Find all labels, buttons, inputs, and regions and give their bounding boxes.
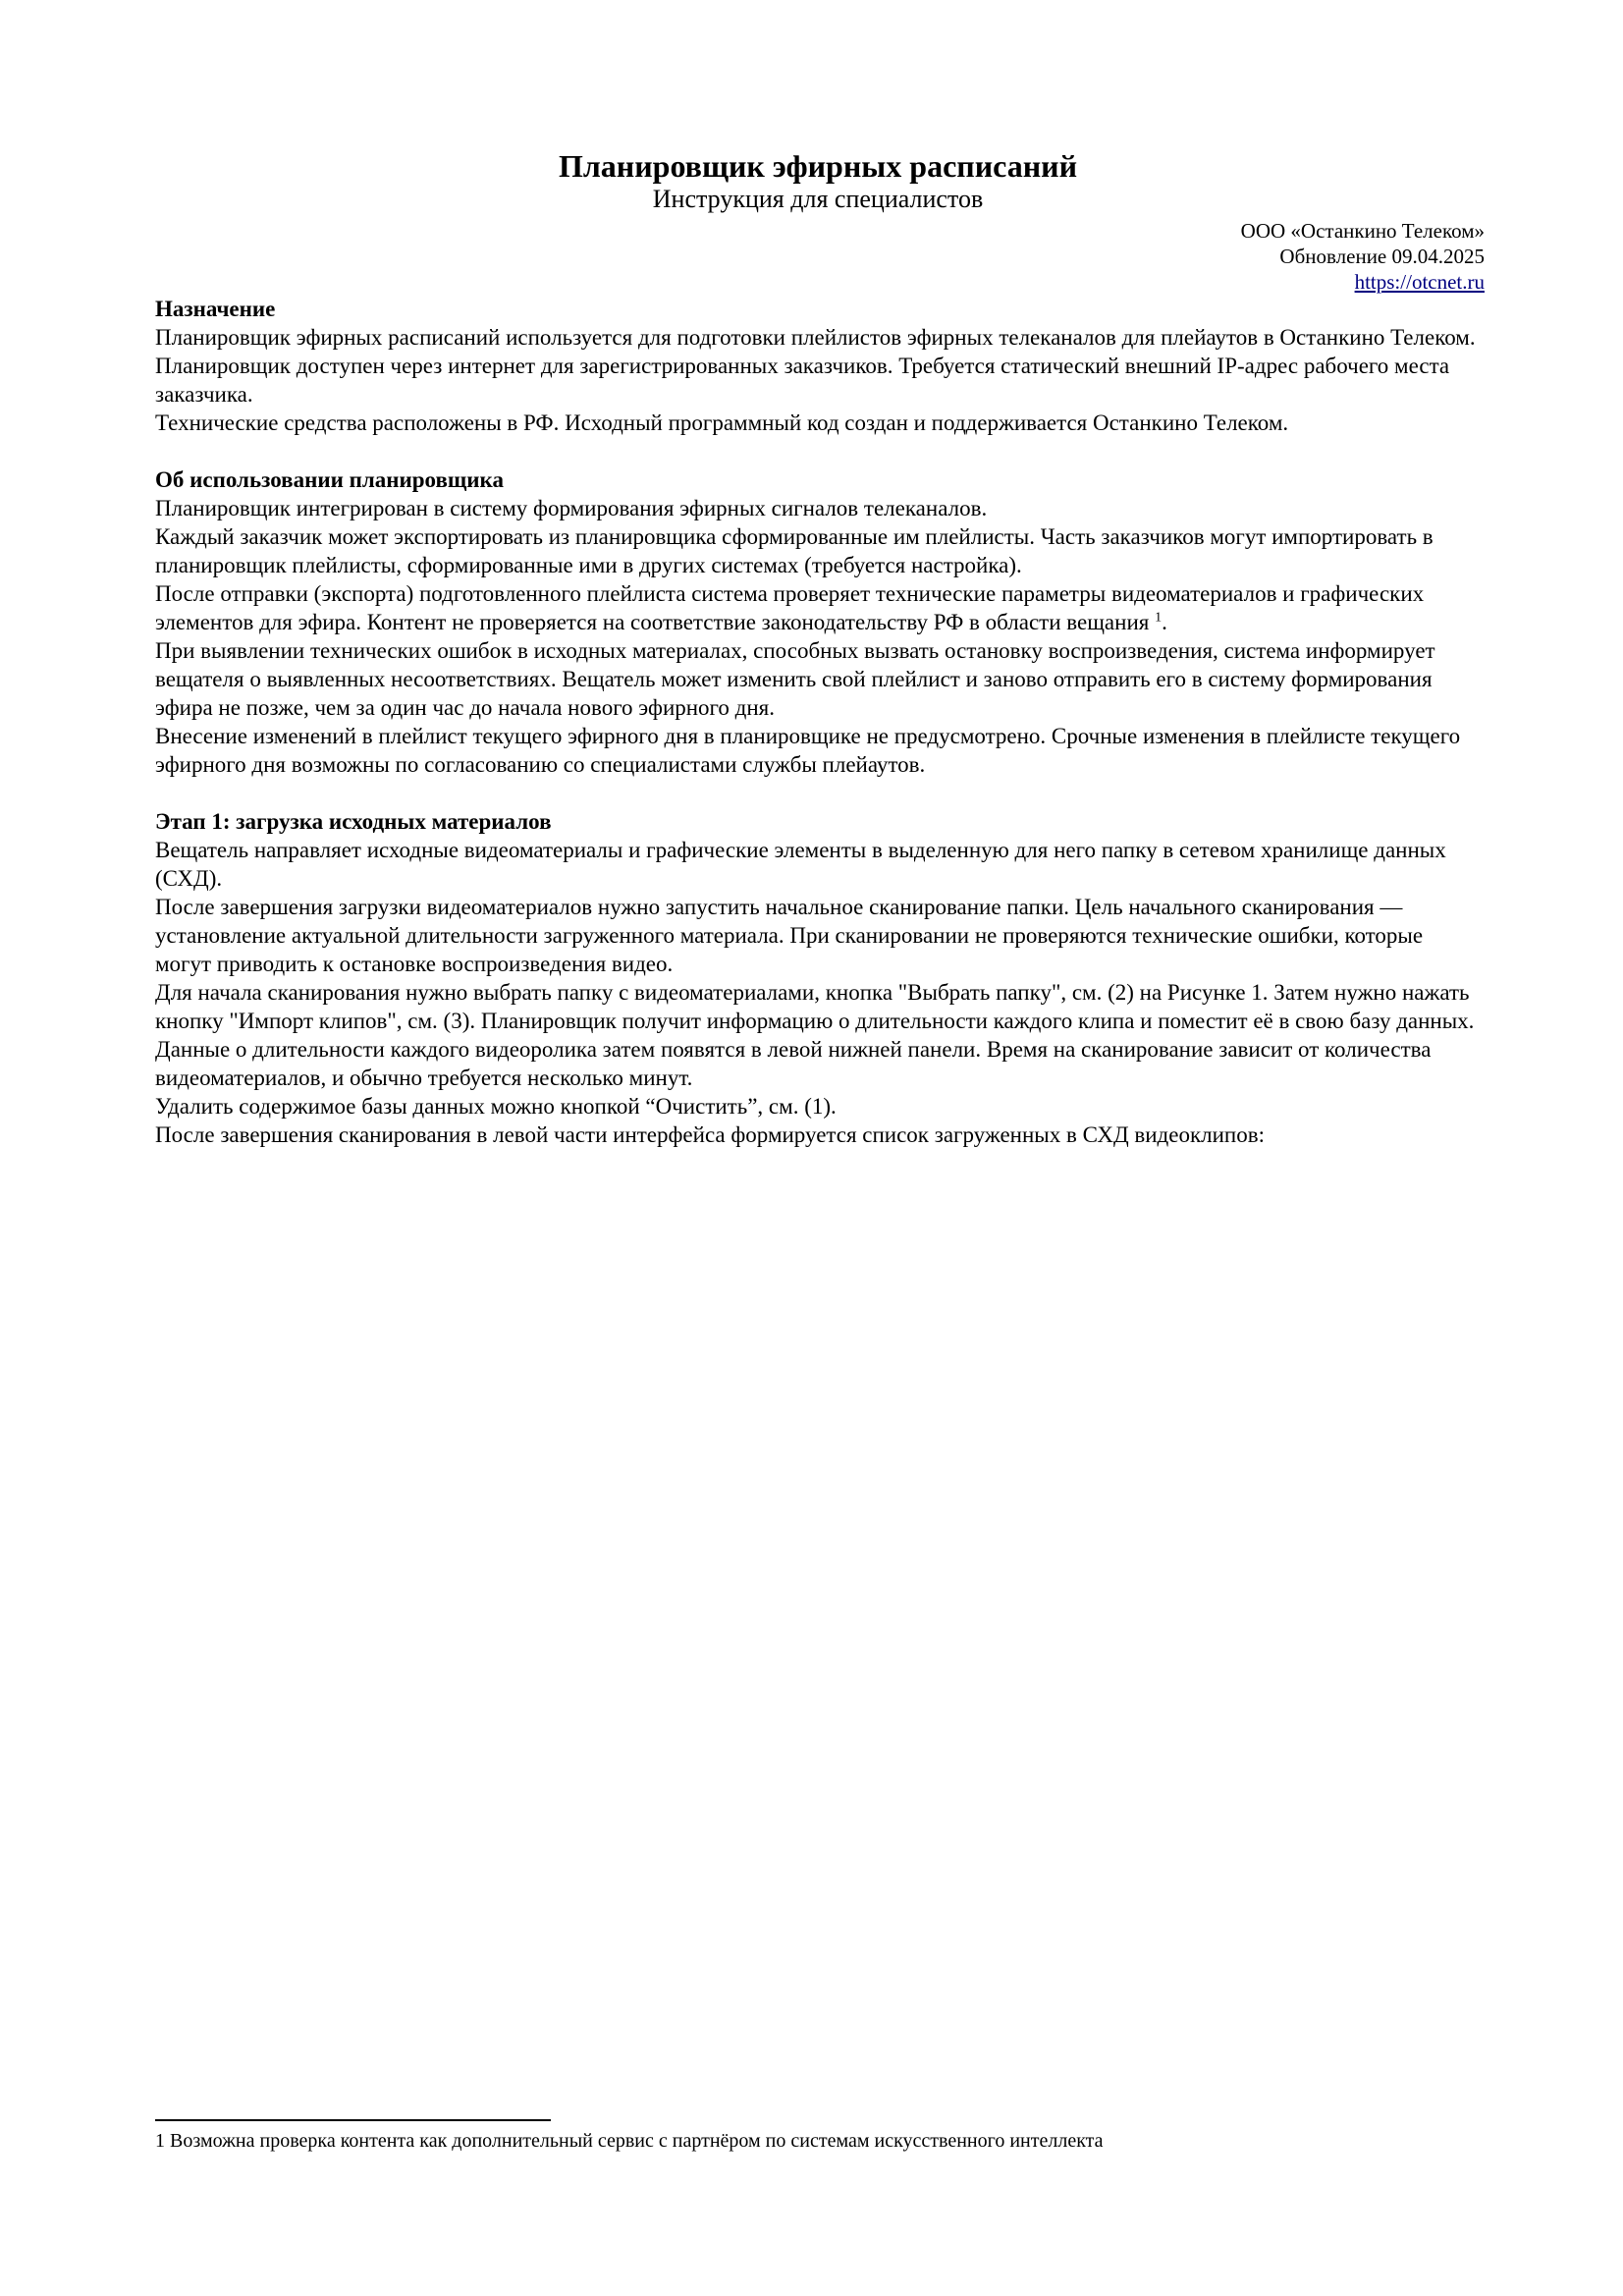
company-name: ООО «Останкино Телеком» [1240, 219, 1485, 243]
document-meta [155, 218, 1485, 295]
document-page [155, 147, 1485, 1149]
section-heading-purpose: Назначение [155, 297, 276, 321]
section-heading-usage: Об использовании планировщика [155, 467, 504, 492]
paragraph: Планировщик доступен через интернет для зарегистрированных заказчиков. Требуется статический внешний IP-адрес рабочего места заказчика. [155, 354, 1450, 407]
footnote-separator [155, 2119, 551, 2121]
paragraph: После завершения сканирования в левой части интерфейса формируется список загруженных в СХД видеоклипов: [155, 1122, 1265, 1147]
paragraph-text-end: . [1162, 610, 1167, 634]
paragraph: При выявлении технических ошибок в исходных материалах, способных вызвать остановку воспроизведения, система информирует вещателя о выявленных несоответствиях. Вещатель может изменить свой плейлист и заново отправить его в систему формирования эфира не позже, чем за один час до начала нового эфирного дня. [155, 638, 1435, 720]
website-link[interactable]: https://otcnet.ru [1354, 270, 1485, 294]
footnote: 1 Возможна проверка контента как дополнительный сервис с партнёром по системам искусственного интеллекта [155, 2130, 1104, 2152]
paragraph: Для начала сканирования нужно выбрать папку с видеоматериалами, кнопка "Выбрать папку", см. (2) на Рисунке 1. Затем нужно нажать кнопку "Импорт клипов", см. (3). Планировщик получит информацию о длительности каждого клипа и поместит её в свою базу данных. Данные о длительности каждого видеоролика затем появятся в левой нижней панели. Время на сканирование зависит от количества видеоматериалов, и обычно требуется несколько минут. [155, 980, 1475, 1090]
paragraph: Планировщик интегрирован в систему формирования эфирных сигналов телеканалов. [155, 496, 988, 520]
paragraph [155, 579, 1481, 636]
document-body [155, 295, 1481, 1149]
document-title: Планировщик эфирных расписаний [558, 148, 1078, 184]
paragraph: Каждый заказчик может экспортировать из планировщика сформированные им плейлисты. Часть заказчиков могут импортировать в планировщик плейлисты, сформированные ими в других системах (требуется настройка). [155, 524, 1434, 577]
paragraph: Внесение изменений в плейлист текущего эфирного дня в планировщике не предусмотрено. Срочные изменения в плейлисте текущего эфирного дня возможны по согласованию со специалистами службы плейаутов. [155, 724, 1461, 777]
paragraph: Вещатель направляет исходные видеоматериалы и графические элементы в выделенную для него папку в сетевом хранилище данных (СХД). [155, 838, 1446, 891]
section-heading-stage1: Этап 1: загрузка исходных материалов [155, 809, 552, 834]
document-subtitle: Инструкция для специалистов [652, 185, 984, 213]
paragraph: Технические средства расположены в РФ. Исходный программный код создан и поддерживается Останкино Телеком. [155, 410, 1289, 435]
paragraph: Планировщик эфирных расписаний используется для подготовки плейлистов эфирных телеканалов для плейаутов в Останкино Телеком. [155, 325, 1476, 350]
paragraph-text: После отправки (экспорта) подготовленного плейлиста система проверяет технические параметры видеоматериалов и графических элементов для эфира. Контент не проверяется на соответствие законодательству РФ в области вещания [155, 581, 1425, 634]
footnote-reference[interactable]: 1 [1155, 610, 1163, 626]
paragraph: Удалить содержимое базы данных можно кнопкой “Очистить”, см. (1). [155, 1094, 837, 1119]
update-date: Обновление 09.04.2025 [1279, 245, 1485, 268]
paragraph: После завершения загрузки видеоматериалов нужно запустить начальное сканирование папки. Цель начального сканирования — установление актуальной длительности загруженного материала. При сканировании не проверяются технические ошибки, которые могут приводить к остановке воспроизведения видео. [155, 895, 1424, 976]
